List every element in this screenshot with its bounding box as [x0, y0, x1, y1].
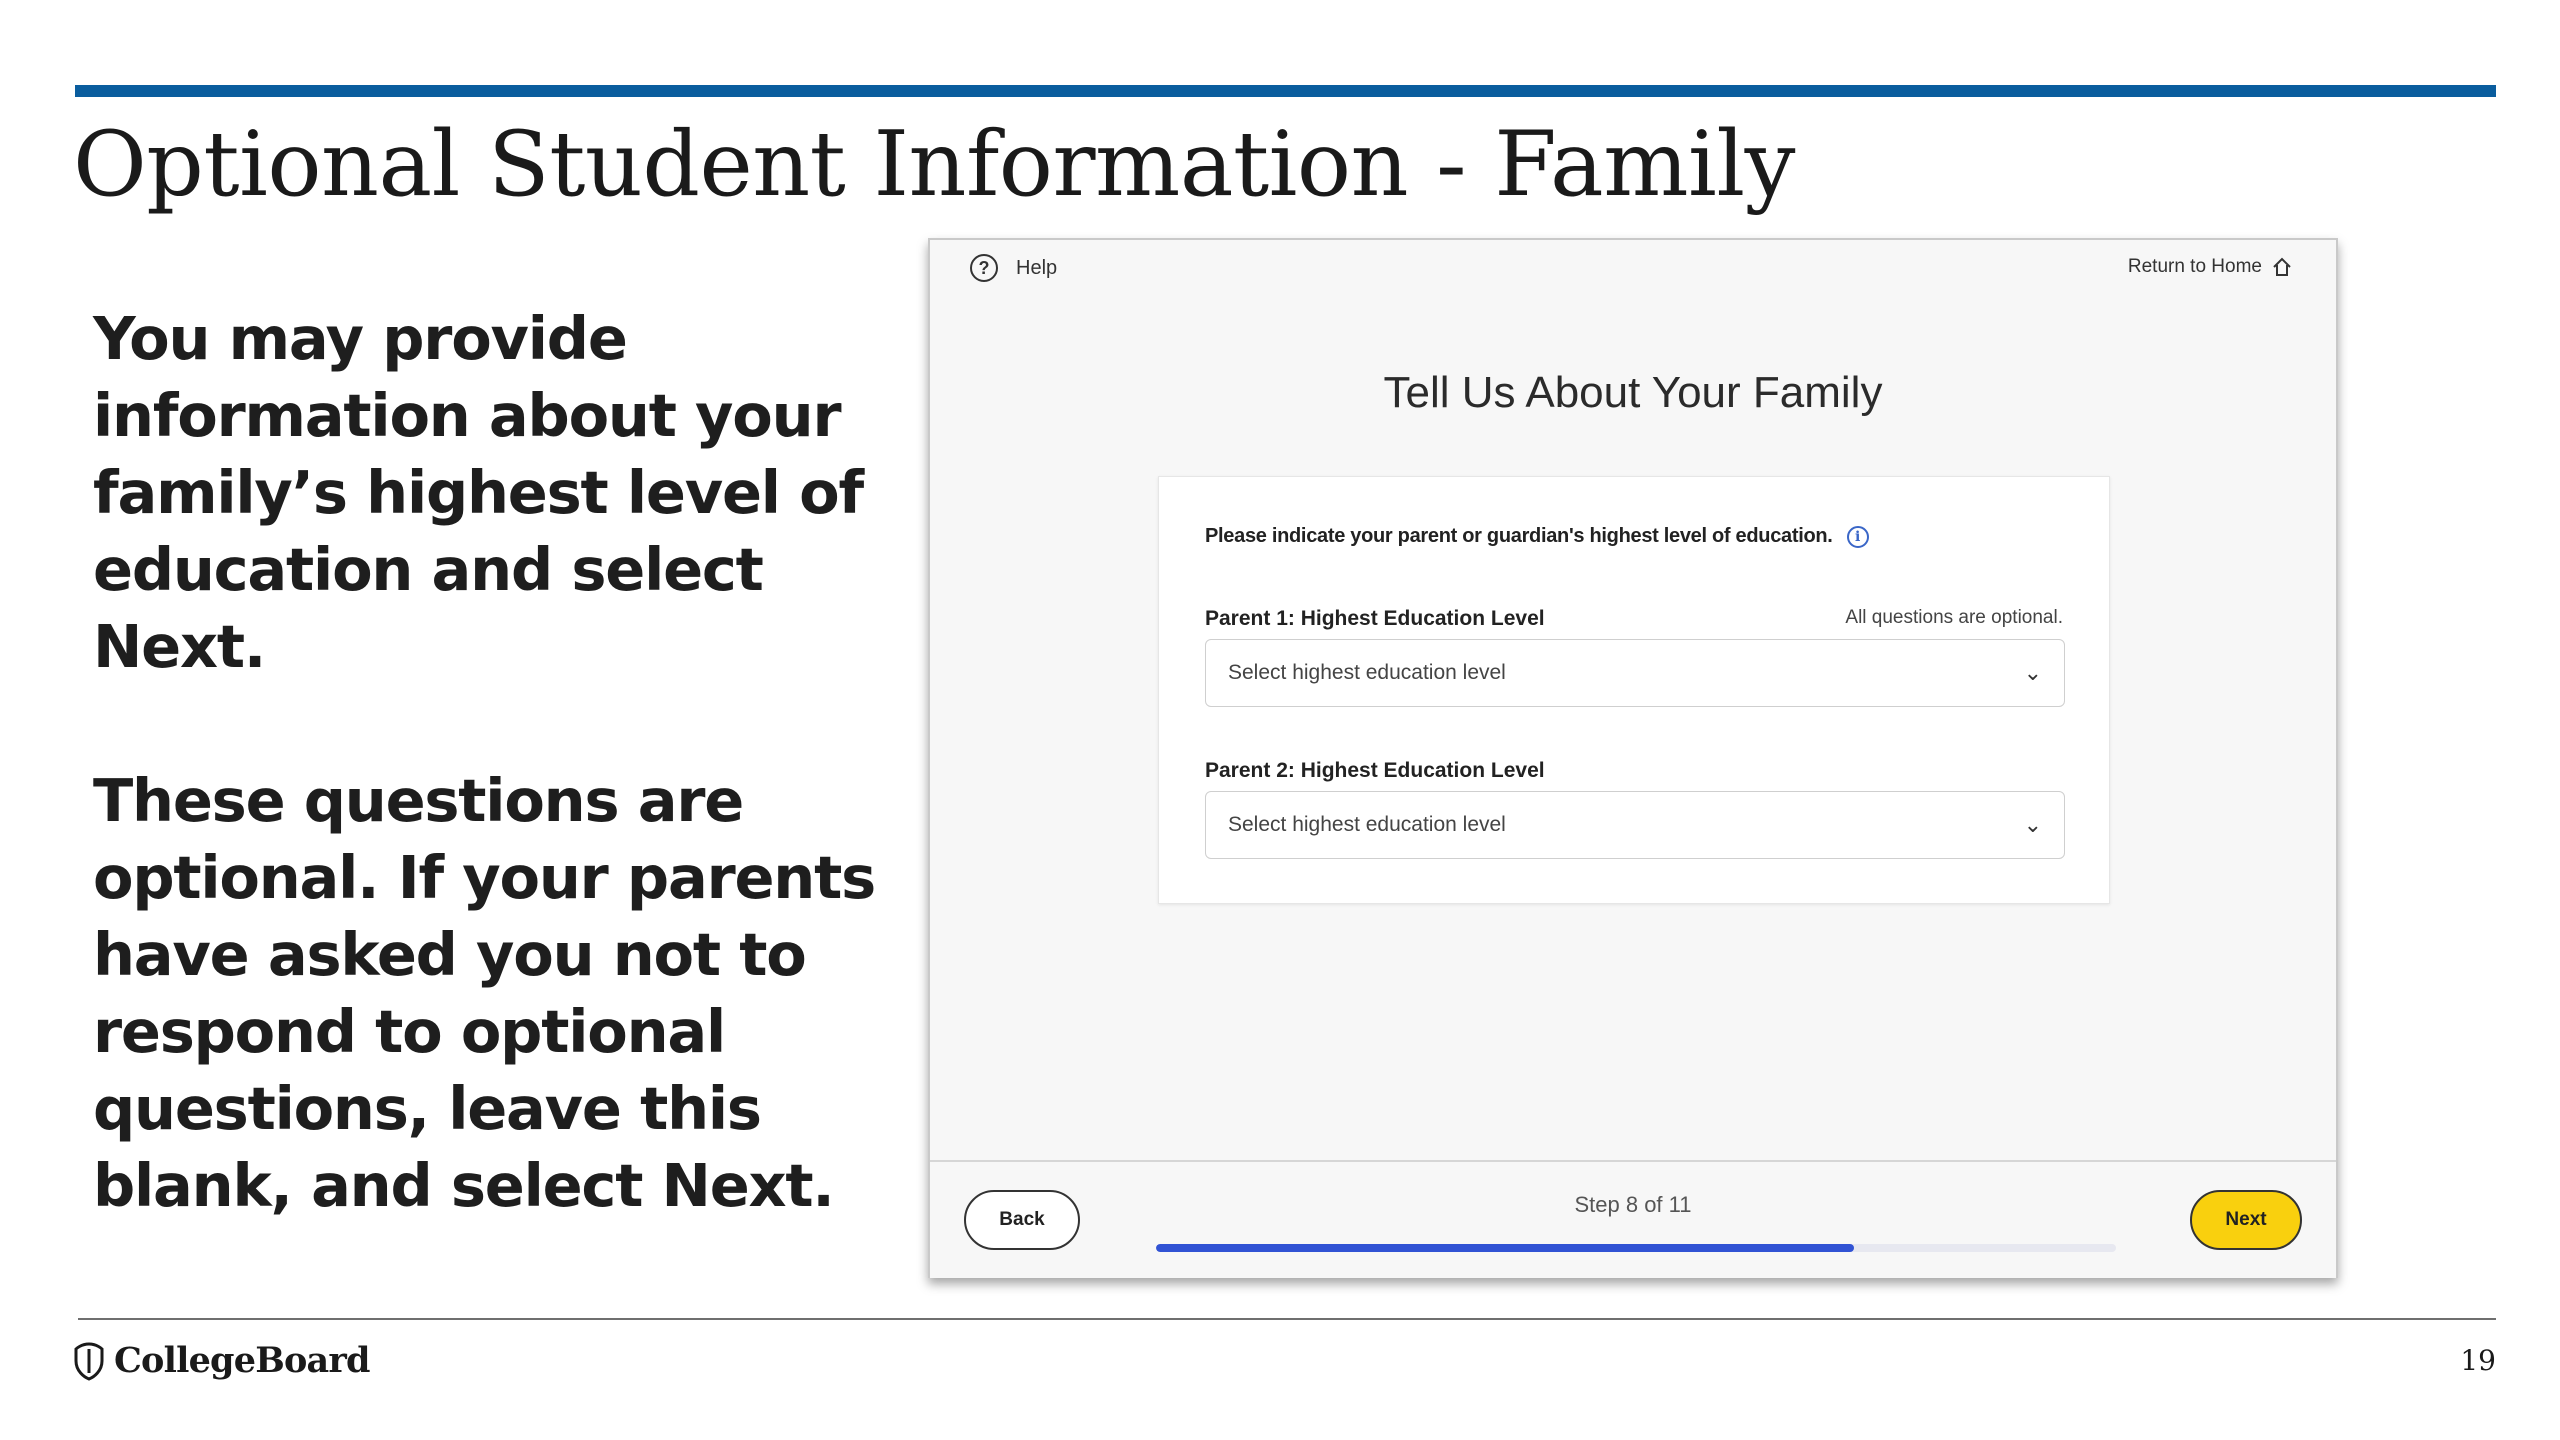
education-form-card — [1158, 476, 2110, 904]
parent2-placeholder: Select highest education level — [1228, 813, 1506, 836]
help-link[interactable] — [970, 254, 1057, 282]
return-home-label: Return to Home — [2127, 256, 2262, 277]
instruction-2-end: . — [812, 1151, 834, 1220]
parent1-education-select[interactable] — [1205, 639, 2065, 707]
education-prompt — [1205, 525, 1869, 548]
next-button[interactable]: Next — [2190, 1190, 2302, 1250]
progress-fill — [1156, 1244, 1854, 1252]
app-header — [930, 240, 2336, 300]
chevron-down-icon: ⌄ — [2023, 660, 2042, 685]
step-indicator: Step 8 of 11 — [1574, 1192, 1692, 1217]
bottom-rule — [78, 1318, 2496, 1320]
chevron-down-icon: ⌄ — [2023, 812, 2042, 837]
collegeboard-logo — [72, 1340, 370, 1381]
instruction-1-text: You may provide information about your family’s highest level of education and select — [93, 304, 863, 604]
acorn-shield-icon — [72, 1341, 106, 1381]
help-icon: ? — [970, 254, 998, 282]
instruction-paragraph-2 — [93, 762, 923, 1224]
instruction-paragraph-1 — [93, 300, 923, 685]
logo-text: CollegeBoard — [114, 1340, 370, 1381]
app-footer-nav — [930, 1160, 2336, 1278]
home-icon — [2272, 257, 2292, 277]
parent1-label: Parent 1: Highest Education Level — [1205, 607, 1545, 630]
instruction-1-end: . — [243, 612, 266, 681]
help-label: Help — [1016, 256, 1058, 279]
instructions-text — [93, 300, 923, 1301]
progress-bar — [1156, 1244, 2116, 1252]
parent2-label: Parent 2: Highest Education Level — [1205, 759, 1545, 782]
back-button[interactable]: Back — [964, 1190, 1080, 1250]
return-home-link[interactable] — [2128, 256, 2292, 278]
info-icon[interactable]: i — [1847, 526, 1869, 548]
instruction-2-emphasis: Next — [661, 1151, 813, 1220]
app-screenshot — [928, 238, 2338, 1278]
top-accent-rule — [75, 85, 2496, 97]
optional-note: All questions are optional. — [1845, 607, 2063, 628]
slide-title: Optional Student Information - Family — [73, 112, 1795, 217]
instruction-2-text: These questions are optional. If your parents have asked you not to respond to optional questions, leave this blank, and select — [93, 766, 875, 1220]
instruction-1-emphasis: Next — [93, 612, 244, 681]
education-prompt-text: Please indicate your parent or guardian's highest level of education. — [1205, 525, 1833, 547]
page-number: 19 — [2460, 1344, 2496, 1377]
page-title: Tell Us About Your Family — [1383, 368, 1883, 417]
parent1-placeholder: Select highest education level — [1228, 661, 1506, 684]
parent2-education-select[interactable] — [1205, 791, 2065, 859]
